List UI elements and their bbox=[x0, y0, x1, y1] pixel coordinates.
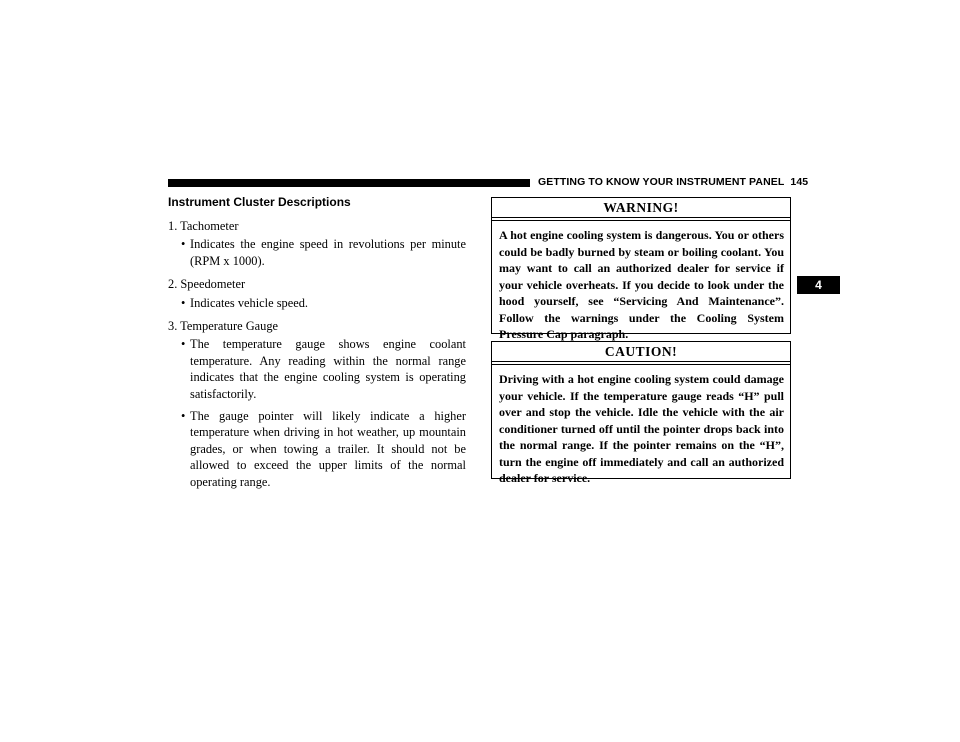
caution-text: Driving with a hot engine cooling system could damage your vehicle. If the temperature gauge reads “H” pull over and stop the vehicle. Idle the vehicle with the air conditioner turned off until the pointer drops back into the normal range. If the pointer remains on the “H”, turn the engine off immediately and call an authorized dealer for service. bbox=[499, 372, 784, 485]
warning-text: A hot engine cooling system is dangerous. You or others could be badly burned by steam or boiling coolant. You may want to call an authorized dealer for service if your vehicle overheats. If you decide to look under the hood yourself, see “Servicing And Maintenance”. Follow the warnings under the Cooling System Pressure Cap paragraph. bbox=[499, 228, 784, 341]
page-number: 145 bbox=[790, 176, 809, 188]
item-label: 2. Speedometer bbox=[168, 277, 246, 292]
header-rule bbox=[168, 179, 530, 187]
bullet-text: • The temperature gauge shows engine coolant temperature. Any reading within the normal range indicates that the engine cooling system is operating satisfactorily. bbox=[168, 336, 466, 402]
bullet-text: • The gauge pointer will likely indicate a higher temperature when driving in hot weather, up mountain grades, or when towing a trailer. It should not be allowed to exceed the upper limits of the normal operating range. bbox=[168, 408, 466, 490]
chapter-tab: 4 bbox=[797, 276, 840, 294]
running-title: GETTING TO KNOW YOUR INSTRUMENT PANEL bbox=[538, 176, 785, 188]
list-item-tachometer bbox=[168, 218, 466, 269]
warning-box bbox=[491, 197, 791, 341]
warning-title: WARNING! bbox=[492, 198, 790, 218]
list-item-speedometer bbox=[168, 276, 466, 311]
item-label: 3. Temperature Gauge bbox=[168, 319, 279, 334]
section-title: Instrument Cluster Descriptions bbox=[168, 195, 351, 209]
running-head bbox=[538, 176, 808, 188]
left-column bbox=[168, 194, 466, 490]
item-label: 1. Tachometer bbox=[168, 219, 239, 233]
bullet-text: • Indicates the engine speed in revolutions per minute (RPM x 1000). bbox=[168, 236, 466, 269]
warning-title-frame bbox=[492, 198, 790, 221]
list-item-temperature-gauge bbox=[168, 318, 466, 490]
caution-title-frame bbox=[492, 342, 790, 365]
caution-title: CAUTION! bbox=[492, 342, 790, 362]
bullet-text: • Indicates vehicle speed. bbox=[168, 295, 466, 311]
caution-box bbox=[491, 341, 791, 485]
